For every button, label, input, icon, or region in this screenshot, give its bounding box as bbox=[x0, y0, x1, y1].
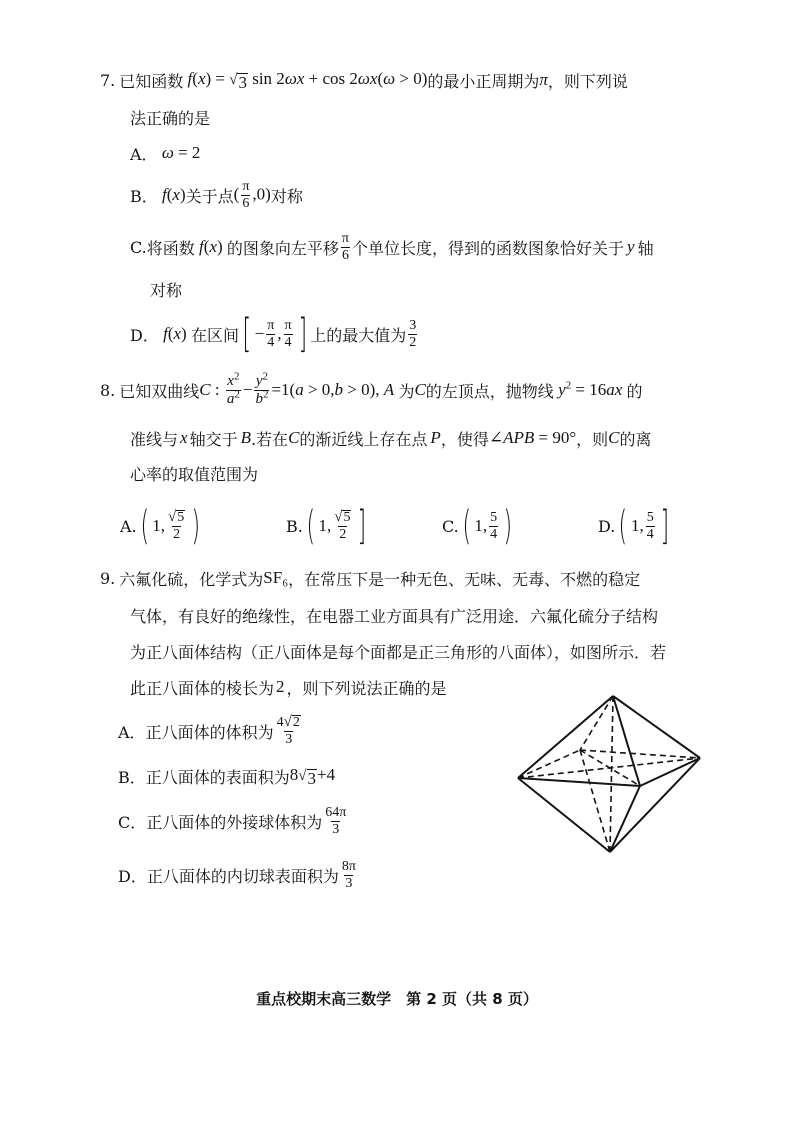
q8-optB-expr: ( 1, √ 5 2 ] bbox=[306, 503, 367, 549]
hidden-edge bbox=[580, 750, 700, 758]
q8-stem-line1 bbox=[100, 366, 643, 414]
q7-optD-text2: 上的最大值为 bbox=[310, 325, 407, 345]
q7-optC-fraction: $\frac{\pi}{6}$ bbox=[341, 230, 349, 263]
q7-stem-c: ，则下列说 bbox=[547, 71, 628, 91]
q7-optB-point: ( $\frac{\pi}{6}$ ,0) bbox=[233, 178, 271, 211]
q7-optD-interval: [ − $\frac{\pi}{4}$ , $\frac{\pi}{4}$ ] bbox=[242, 311, 307, 357]
q9-optA-value: 4 √ 2 3 bbox=[276, 713, 300, 748]
q8-B: B bbox=[240, 428, 251, 447]
q7-option-d[interactable] bbox=[130, 312, 419, 356]
option-label: C. bbox=[442, 516, 459, 536]
q8-angle: ∠APB = 90° bbox=[488, 428, 577, 447]
q7-optC-text2: 的图象向左平移 bbox=[226, 238, 339, 258]
q8-option-a[interactable] bbox=[120, 500, 204, 552]
option-label: C． bbox=[118, 812, 147, 832]
q9-stem-line2 bbox=[130, 602, 658, 628]
edge bbox=[518, 778, 640, 786]
q7-stem-line2 bbox=[130, 104, 210, 130]
q7-optB-fx: f(x) bbox=[162, 185, 186, 204]
q7-optC-line2-text: 对称 bbox=[150, 280, 183, 300]
q7-optC-y: y bbox=[627, 237, 635, 256]
q8-option-c[interactable] bbox=[442, 500, 516, 552]
q8-stem-c: 的左顶点，抛物线 bbox=[425, 381, 554, 401]
q9-stem-line3 bbox=[130, 638, 666, 664]
q8-optA-expr: ( 1, √ 5 2 ) bbox=[140, 503, 201, 549]
q7-optB-text2: 对称 bbox=[270, 186, 303, 206]
q9-optD-value: $\frac{8\pi}{3}$ bbox=[341, 858, 356, 891]
q8-stem-line2 bbox=[130, 424, 652, 452]
q7-optC-text4: 轴 bbox=[637, 238, 654, 258]
q8-line3-text: 心率的取值范围为 bbox=[130, 464, 259, 484]
q8-c-symbol: C bbox=[608, 428, 620, 447]
edge bbox=[613, 696, 700, 758]
edge bbox=[518, 778, 610, 852]
q9-stem-line1 bbox=[100, 564, 640, 592]
option-label: A． bbox=[118, 722, 146, 742]
q7-pi: π bbox=[539, 70, 548, 89]
option-label: B． bbox=[118, 767, 146, 787]
edge bbox=[518, 696, 613, 778]
option-label: D. bbox=[598, 516, 616, 536]
q9-line4-b: ，则下列说法正确的是 bbox=[286, 678, 447, 698]
q8-line2-a: 准线与 bbox=[130, 429, 179, 449]
q7-function-formula: f(x) = √ 3 sin 2ωx + cos 2ωx(ω > 0) bbox=[187, 68, 428, 92]
question-number: 8. bbox=[100, 380, 116, 400]
q9-line1-a: 六氟化硫，化学式为 bbox=[119, 569, 264, 589]
q7-option-c-line2 bbox=[150, 276, 182, 302]
q7-optC-fx: f(x) bbox=[199, 237, 227, 256]
q9-line3-text: 为正八面体结构（正八面体是每个面都是正三角形的八面体），如图所示．若 bbox=[130, 642, 667, 662]
page-footer bbox=[0, 986, 794, 1010]
q8-line2-b: 轴交于 bbox=[189, 429, 238, 449]
hidden-edge bbox=[580, 696, 613, 750]
q9-optB-text: 正八面体的表面积为 bbox=[145, 767, 290, 787]
q8-parabola: $y^2 = 16ax$ bbox=[558, 379, 623, 399]
q7-stem-b: 的最小正周期为 bbox=[427, 71, 540, 91]
q8-c-symbol: C bbox=[288, 428, 300, 447]
option-label: B. bbox=[286, 516, 303, 536]
q7-stem-line1 bbox=[100, 66, 628, 94]
q8-optC-expr: ( 1, $\frac{5}{4}$ ) bbox=[462, 503, 513, 549]
q8-line2-e: ，使得 bbox=[440, 429, 489, 449]
q7-optC-text1: 将函数 bbox=[146, 238, 195, 258]
option-label: D． bbox=[118, 866, 147, 886]
q9-line2-text: 气体，有良好的绝缘性，在电器工业方面具有广泛用途．六氟化硫分子结构 bbox=[130, 606, 659, 626]
option-label: B． bbox=[130, 186, 158, 206]
q9-sf6-formula: SF₆ bbox=[263, 568, 289, 587]
option-label: C. bbox=[130, 237, 147, 257]
footer-text: 重点校期末高三数学 第 2 页（共 8 页） bbox=[256, 989, 538, 1008]
edge bbox=[610, 758, 700, 852]
q9-line4-a: 此正八面体的棱长为 bbox=[130, 678, 275, 698]
q9-stem-line4 bbox=[130, 674, 447, 700]
q8-c-symbol: C bbox=[414, 380, 426, 399]
q7-stem-line2-text: 法正确的是 bbox=[130, 108, 211, 128]
axis-line bbox=[610, 696, 613, 852]
q7-stem-a: 已知函数 bbox=[119, 71, 184, 91]
hidden-edge bbox=[580, 750, 610, 852]
q9-optC-text: 正八面体的外接球体积为 bbox=[146, 812, 323, 832]
q9-option-d[interactable] bbox=[118, 852, 359, 898]
q9-option-b[interactable] bbox=[118, 762, 335, 790]
q9-edge-length: 2 bbox=[276, 677, 285, 696]
q8-P: P bbox=[430, 428, 441, 447]
q8-line2-d: 的渐近线上存在点 bbox=[299, 429, 428, 449]
q9-optA-text: 正八面体的体积为 bbox=[145, 722, 274, 742]
q9-optB-value: 8 √ 3 +4 bbox=[289, 764, 336, 788]
octahedron-figure bbox=[510, 690, 710, 860]
option-label: D． bbox=[130, 325, 159, 345]
q7-option-c[interactable] bbox=[130, 228, 654, 266]
q9-line1-b: ，在常压下是一种无色、无味、无毒、不燃的稳定 bbox=[288, 569, 641, 589]
edge bbox=[640, 758, 700, 786]
q8-line2-c: .若在 bbox=[250, 429, 289, 449]
q8-optD-expr: ( 1, $\frac{5}{4}$ ] bbox=[618, 503, 669, 549]
q8-option-b[interactable] bbox=[286, 500, 370, 552]
q9-optC-value: $\frac{64\pi}{3}$ bbox=[325, 804, 347, 837]
question-number: 9. bbox=[100, 568, 116, 588]
q8-line2-g: 的离 bbox=[619, 429, 652, 449]
q9-option-a[interactable] bbox=[118, 708, 304, 754]
q7-optD-fx: f(x) bbox=[163, 324, 191, 343]
question-number: 7. bbox=[100, 70, 116, 90]
q7-optA-expr: ω = 2 bbox=[161, 143, 201, 162]
q8-option-d[interactable] bbox=[598, 500, 672, 552]
q8-stem-d: 的 bbox=[626, 381, 643, 401]
q7-optD-value: $\frac{3}{2}$ bbox=[409, 317, 417, 350]
q8-stem-b: 为 bbox=[398, 381, 415, 401]
edge bbox=[610, 786, 640, 852]
option-label: A． bbox=[130, 144, 158, 164]
option-label: A. bbox=[120, 516, 137, 536]
q9-optD-text: 正八面体的内切球表面积为 bbox=[146, 866, 339, 886]
q8-x: x bbox=[180, 428, 188, 447]
q8-hyperbola-formula: C : $\frac{x^2}{a^2}$ − $\frac{y^2}{b^2}$ =1( a > 0, b > 0), A bbox=[199, 369, 395, 407]
q9-option-c[interactable] bbox=[118, 798, 349, 844]
q8-stem-line3 bbox=[130, 460, 258, 486]
q8-stem-a: 已知双曲线 bbox=[119, 381, 200, 401]
q7-optC-text3: 个单位长度，得到的函数图象恰好关于 bbox=[352, 238, 625, 258]
q7-option-b[interactable] bbox=[130, 176, 303, 214]
q8-line2-f: ，则 bbox=[576, 429, 609, 449]
q7-optD-text1: 在区间 bbox=[190, 325, 239, 345]
q7-option-a[interactable] bbox=[130, 140, 200, 166]
q7-optB-text1: 关于点 bbox=[185, 186, 234, 206]
